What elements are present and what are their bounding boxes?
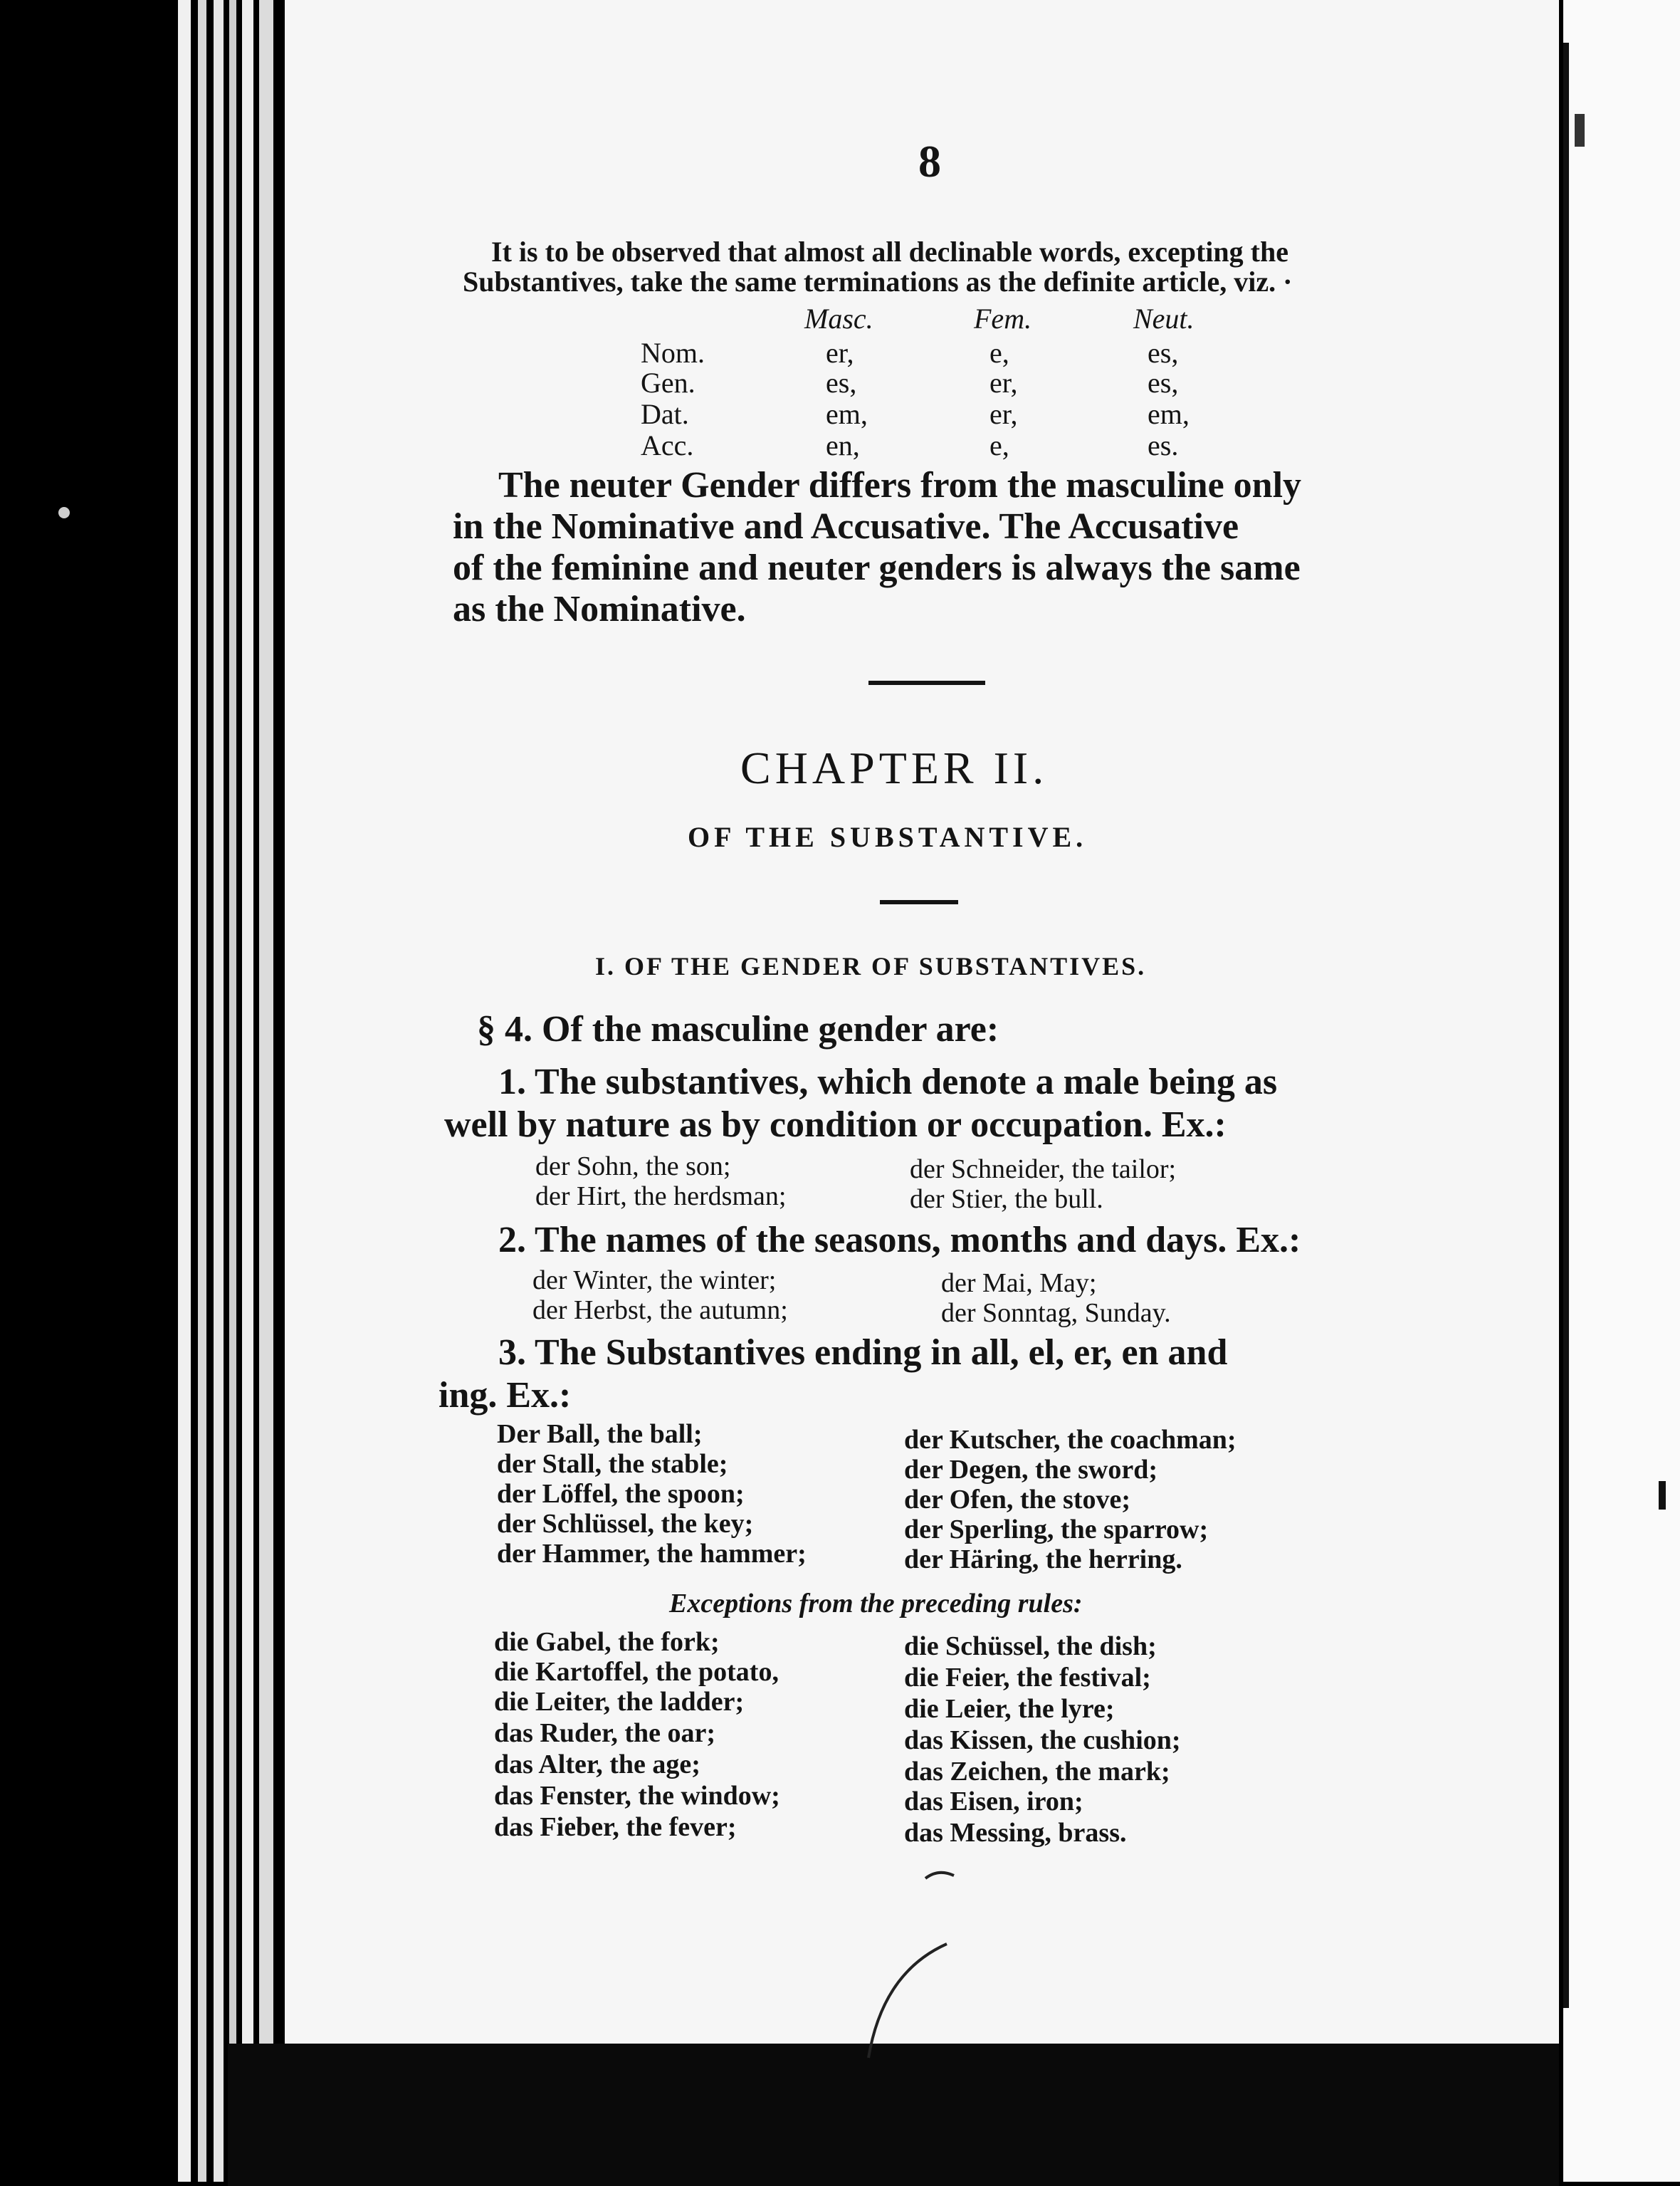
rule-line: 1. The substantives, which denote a male being as [498, 1062, 1278, 1102]
example: das Fieber, the fever; [494, 1812, 737, 1842]
section-divider [880, 900, 958, 904]
page-gutter-line [1563, 43, 1569, 2008]
rule-line: 3. The Substantives ending in all, el, er, en and [498, 1332, 1228, 1373]
rule-line: 2. The names of the seasons, months and days. Ex.: [498, 1220, 1301, 1260]
ending-cell: e, [989, 429, 1009, 461]
ending-cell: er, [989, 398, 1018, 430]
page-shadow [228, 2044, 1559, 2186]
ending-cell: es. [1148, 429, 1179, 461]
example: Der Ball, the ball; [497, 1419, 703, 1449]
case-label: Gen. [641, 367, 695, 399]
example: die Gabel, the fork; [494, 1627, 720, 1657]
ending-cell: en, [826, 429, 860, 461]
book-edge-line [242, 0, 253, 2182]
paragraph-line: in the Nominative and Accusative. The Accusative [453, 506, 1239, 547]
chapter-title: CHAPTER II. [740, 743, 1049, 793]
scan-mark [1659, 1481, 1666, 1510]
ink-mark [840, 1866, 997, 2065]
ending-cell: er, [826, 337, 854, 369]
example: das Zeichen, the mark; [904, 1757, 1170, 1787]
example: die Feier, the festival; [904, 1663, 1151, 1693]
example: die Kartoffel, the potato, [494, 1657, 779, 1687]
example: der Sperling, the sparrow; [904, 1515, 1209, 1544]
scan-mark [1575, 114, 1585, 147]
book-edge-line [214, 0, 224, 2182]
facing-page-edge [1563, 0, 1680, 2182]
ink-mark [50, 498, 78, 527]
example: die Leier, the lyre; [904, 1694, 1115, 1724]
exceptions-heading: Exceptions from the preceding rules: [669, 1589, 1083, 1618]
example: der Hammer, the hammer; [497, 1539, 807, 1569]
example: der Löffel, the spoon; [497, 1479, 745, 1509]
example: das Ruder, the oar; [494, 1718, 716, 1748]
example: der Sohn, the son; [535, 1151, 731, 1181]
example: der Kutscher, the coachman; [904, 1425, 1237, 1455]
case-label: Dat. [641, 398, 689, 430]
example: das Fenster, the window; [494, 1781, 780, 1811]
ending-cell: e, [989, 337, 1009, 369]
rule-line: well by nature as by condition or occupation. Ex.: [444, 1104, 1227, 1145]
section-heading: I. OF THE GENDER OF SUBSTANTIVES. [595, 952, 1147, 980]
section-divider [868, 681, 985, 685]
paragraph-heading: § 4. Of the masculine gender are: [477, 1009, 999, 1050]
example: der Sonntag, Sunday. [941, 1298, 1171, 1328]
col-header-neut: Neut. [1133, 303, 1195, 335]
col-header-masc: Masc. [804, 303, 873, 335]
ending-cell: er, [989, 367, 1018, 399]
intro-line: It is to be observed that almost all declinable words, excepting the [491, 236, 1288, 268]
intro-line: Substantives, take the same terminations as the definite article, viz. · [463, 266, 1293, 298]
example: der Herbst, the autumn; [532, 1295, 788, 1325]
paragraph-line: as the Nominative. [453, 589, 746, 629]
book-edge-line [178, 0, 191, 2182]
chapter-subtitle: OF THE SUBSTANTIVE. [688, 821, 1088, 853]
case-label: Acc. [641, 429, 694, 461]
example: der Schneider, the tailor; [910, 1154, 1177, 1184]
example: das Messing, brass. [904, 1818, 1127, 1848]
example: das Eisen, iron; [904, 1787, 1083, 1816]
example: der Ofen, the stove; [904, 1485, 1131, 1515]
ending-cell: em, [826, 398, 868, 430]
example: der Schlüssel, the key; [497, 1509, 754, 1539]
page-number: 8 [918, 136, 941, 187]
example: der Hirt, the herdsman; [535, 1181, 787, 1211]
example: die Leiter, the ladder; [494, 1687, 745, 1717]
ending-cell: em, [1148, 398, 1190, 430]
book-edge-line [229, 0, 236, 2182]
case-label: Nom. [641, 337, 705, 369]
ending-cell: es, [1148, 337, 1179, 369]
example: der Stall, the stable; [497, 1449, 728, 1479]
example: der Degen, the sword; [904, 1455, 1158, 1485]
ending-cell: es, [1148, 367, 1179, 399]
ending-cell: es, [826, 367, 857, 399]
example: der Häring, the herring. [904, 1544, 1182, 1574]
example: das Alter, the age; [494, 1750, 700, 1779]
paragraph-line: of the feminine and neuter genders is always the same [453, 548, 1301, 588]
example: der Mai, May; [941, 1268, 1097, 1298]
book-edge-line [198, 0, 206, 2182]
rule-line: ing. Ex.: [439, 1375, 572, 1416]
example: der Winter, the winter; [532, 1265, 777, 1295]
example: der Stier, the bull. [910, 1184, 1103, 1214]
book-edge-line [259, 0, 273, 2182]
paragraph-line: The neuter Gender differs from the masculine only [498, 465, 1302, 506]
col-header-fem: Fem. [974, 303, 1032, 335]
example: die Schüssel, the dish; [904, 1631, 1157, 1661]
example: das Kissen, the cushion; [904, 1725, 1181, 1755]
